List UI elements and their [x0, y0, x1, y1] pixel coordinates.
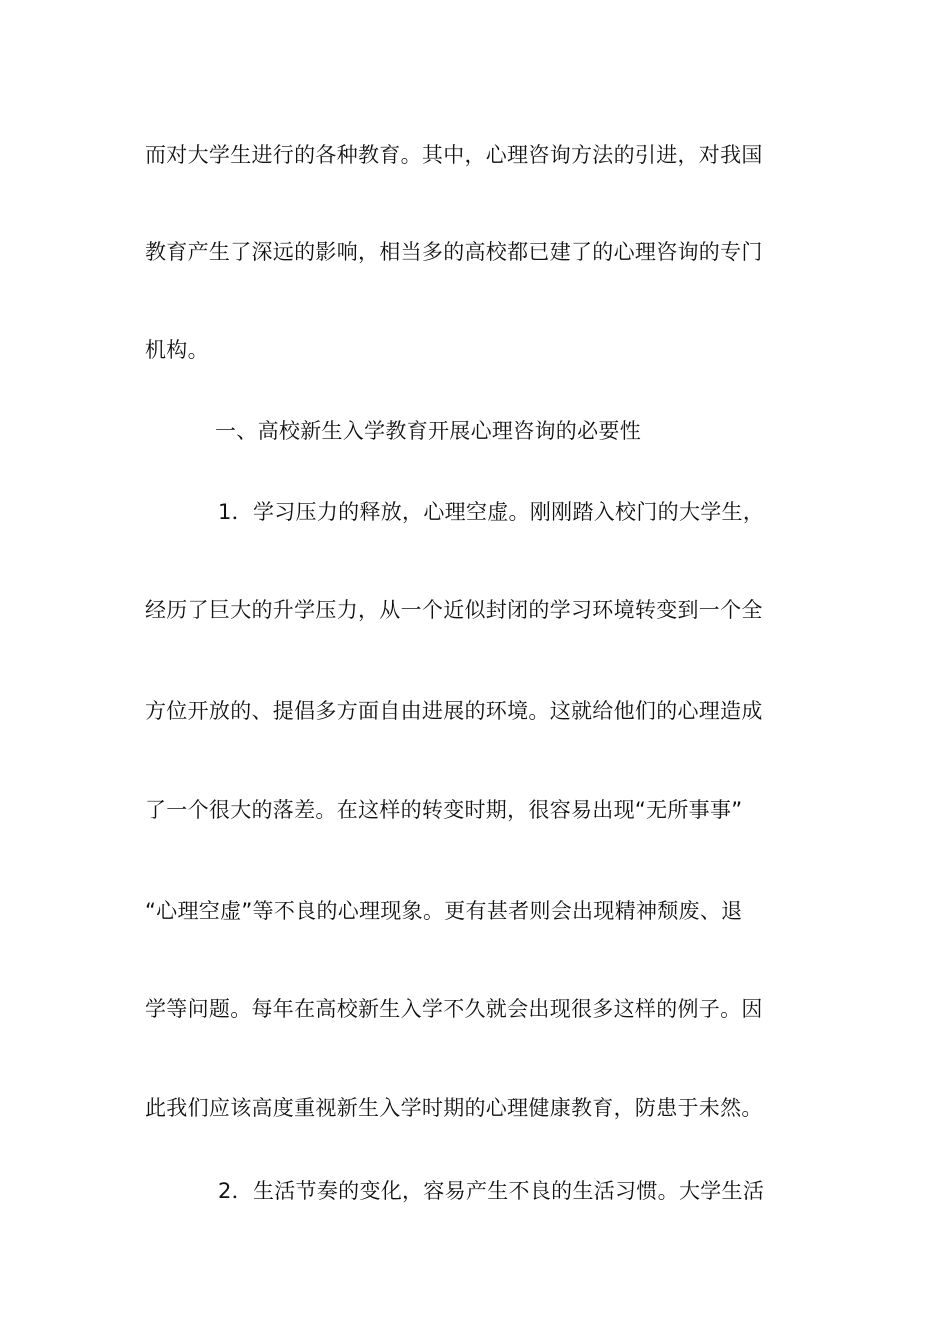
paragraph-line: 1．学习压力的释放，心理空虚。刚刚踏入校门的大学生， — [218, 500, 765, 524]
section-heading: 一、高校新生入学教育开展心理咨询的必要性 — [215, 419, 641, 443]
paragraph-line: 教育产生了深远的影响，相当多的高校都已建了的心理咨询的专门 — [145, 240, 763, 264]
paragraph-line: 而对大学生进行的各种教育。其中，心理咨询方法的引进，对我国 — [145, 143, 763, 167]
paragraph-line: 方位开放的、提倡多方面自由进展的环境。这就给他们的心理造成 — [145, 699, 763, 723]
paragraph-line: “心理空虚”等不良的心理现象。更有甚者则会出现精神颓废、退 — [145, 899, 743, 923]
paragraph-line: 学等问题。每年在高校新生入学不久就会出现很多这样的例子。因 — [145, 997, 763, 1021]
paragraph-line: 了一个很大的落差。在这样的转变时期，很容易出现“无所事事” — [145, 798, 743, 822]
paragraph-line: 此我们应该高度重视新生入学时期的心理健康教育，防患于未然。 — [145, 1096, 763, 1120]
paragraph-line: 经历了巨大的升学压力，从一个近似封闭的学习环境转变到一个全 — [145, 598, 763, 622]
paragraph-line: 2．生活节奏的变化，容易产生不良的生活习惯。大学生活 — [218, 1179, 765, 1203]
paragraph-line: 机构。 — [145, 338, 209, 362]
